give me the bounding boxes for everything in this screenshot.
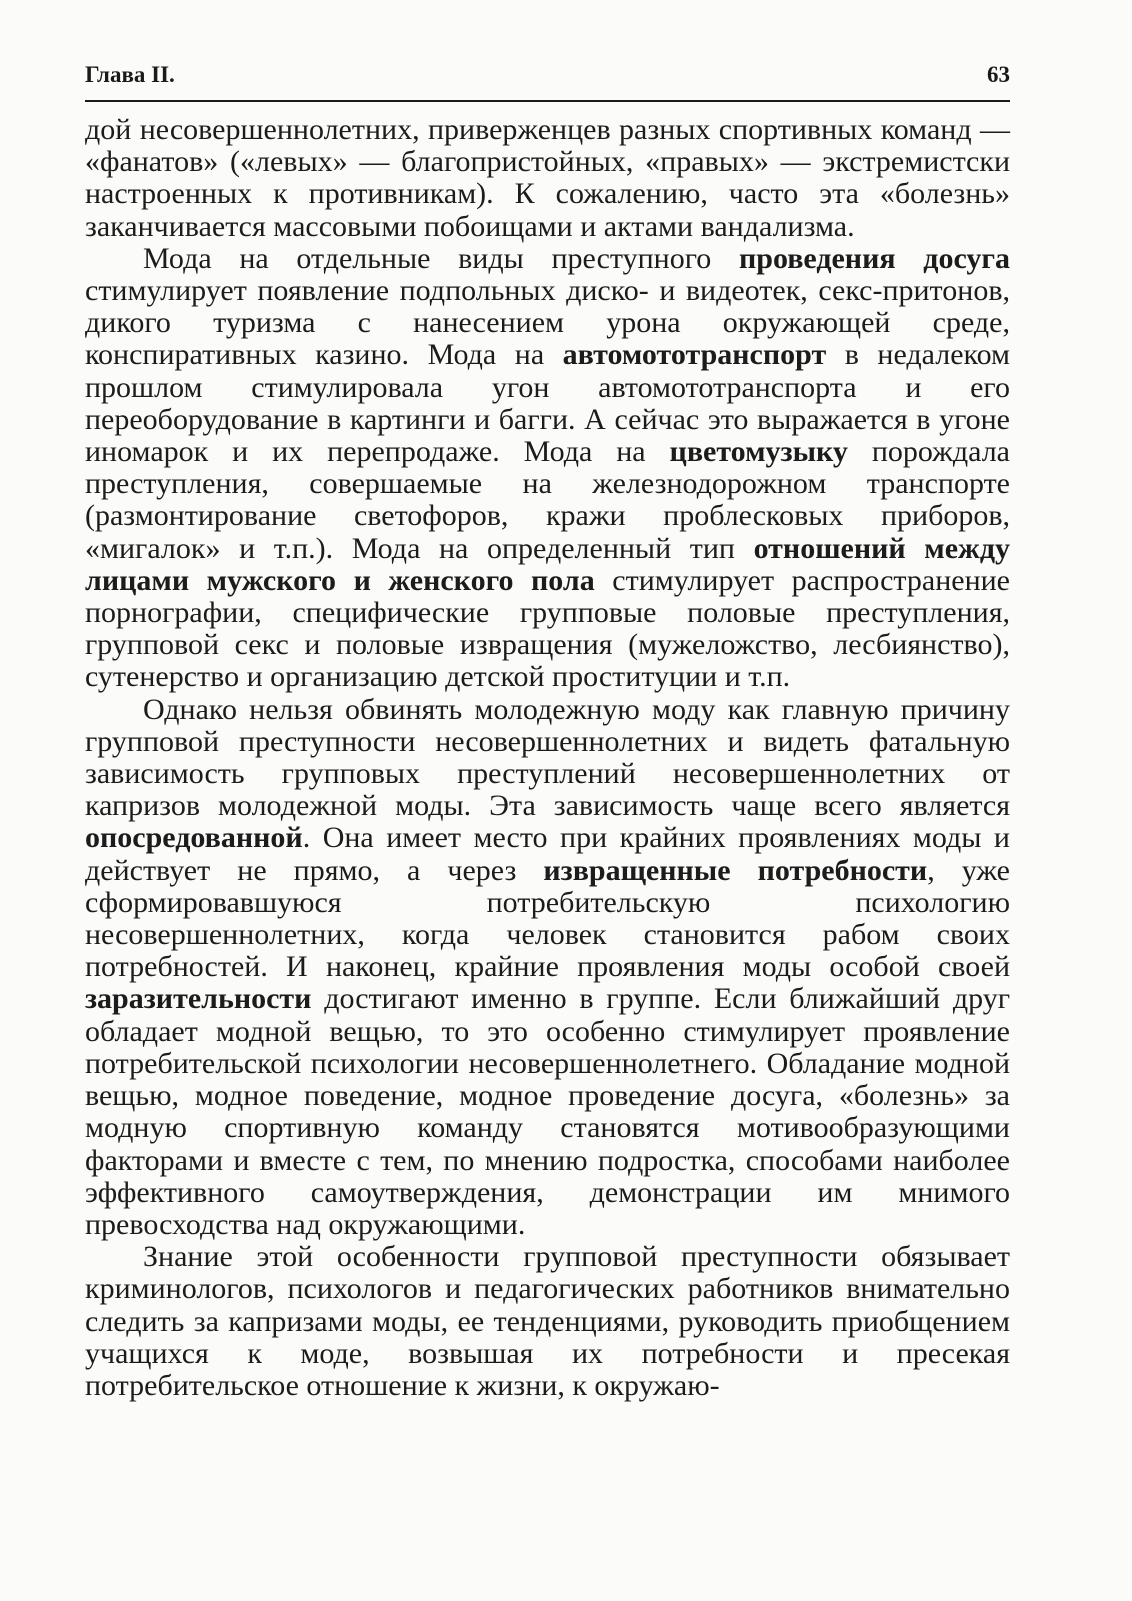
bold-term: опосредованной [85,821,303,855]
text-run: Мода на отдельные виды преступного [143,241,739,275]
bold-term: автомототранспорт [562,338,827,372]
body-text [85,114,1010,1402]
paragraph-1 [85,114,1010,243]
text-run: Однако нельзя обвинять молодежную моду как главную причину групповой преступности несовершеннолетних и видеть фатальную зависимость групповых преступлений несовершеннолетних от капризов молодежной моды. Эта зависимость чаще всего является [85,692,1010,823]
running-header [85,60,1010,102]
bold-term: отношений между лицами мужского и женского пола [85,531,1010,597]
text-run: в недалеком прошлом стимулировала угон автомототранспорта и его переоборудование в картинги и багги. А сейчас это выражается в угоне иномарок и их перепродаже. Мода на [85,338,1010,469]
text-run: стимулирует появление подпольных диско- и видеотек, секс-притонов, дикого туризма с нанесением урона окружающей среде, конспиративных казино. Мода на [85,274,1010,372]
bold-term: цветомузыку [669,435,848,469]
text-run: порождала преступления, совершаемые на железнодорожном транспорте (размонтирование светофоров, кражи проблесковых приборов, «мигалок» и т.п.). Мода на определенный тип [85,435,1010,565]
bold-term: заразительности [85,982,312,1016]
text-run: дой несовершеннолетних, приверженцев разных спортивных команд — «фанатов» («левых» — благопристойных, «правых» — экстремистски настроенных к противникам). К сожалению, часто эта «болезнь» заканчивается массовыми побоищами и актами вандализма. [85,113,1010,243]
page-number: 63 [987,62,1010,87]
text-run: . Она имеет место при крайних проявлениях моды и действует не прямо, а через [85,821,1010,887]
text-run: Знание этой особенности групповой преступности обязывает криминологов, психологов и педагогических работников внимательно следить за капризами моды, ее тенденциями, руководить приобщением учащихся к моде, возвышая их потребности и пресекая потребительское отношение к жизни, к окружаю- [85,1240,1010,1402]
chapter-title: Глава II. [85,62,175,87]
paragraph-3 [85,694,1010,1241]
bold-term: проведения досуга [738,241,1011,275]
text-run: , уже сформировавшуюся потребительскую психологию несовершеннолетних, когда человек становится рабом своих потребностей. И наконец, крайние проявления моды особой своей [85,853,1010,984]
paragraph-4 [85,1241,1010,1402]
paragraph-2 [85,243,1010,694]
text-run: стимулирует распространение порнографии, специфические групповые половые преступления, групповой секс и половые извращения (мужеложство, лесбиянство), сутенерство и организацию детской проституции и т.п. [85,563,1010,694]
text-run: достигают именно в группе. Если ближайший друг обладает модной вещью, то это особенно стимулирует проявление потребительской психологии несовершеннолетнего. Обладание модной вещью, модное поведение, модное проведение досуга, «болезнь» за модную спортивную команду становятся мотивообразующими факторами и вместе с тем, по мнению подростка, способами наиболее эффективного самоутверждения, демонстрации им мнимого превосходства над окружающими. [85,982,1010,1241]
bold-term: извращенные потребности [543,853,928,887]
